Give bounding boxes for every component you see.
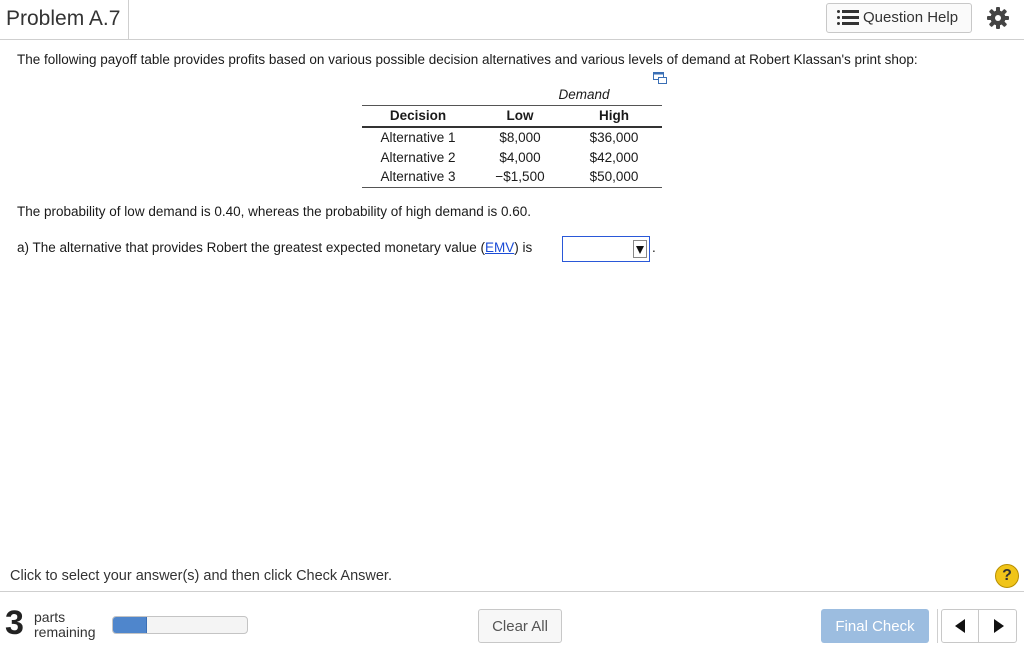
instruction-text: Click to select your answer(s) and then click Check Answer. — [10, 568, 392, 584]
popout-icon[interactable] — [653, 72, 667, 84]
emv-link[interactable]: EMV — [485, 240, 515, 255]
list-icon — [837, 10, 859, 26]
demand-header: Demand — [558, 87, 610, 102]
question-nav — [941, 609, 1017, 643]
table-row — [362, 128, 662, 148]
help-icon[interactable]: ? — [995, 564, 1019, 588]
column-header-low: Low — [506, 108, 534, 123]
table-cell-decision: Alternative 2 — [380, 150, 456, 165]
table-header-row — [362, 106, 662, 126]
table-cell-decision: Alternative 3 — [380, 169, 456, 184]
question-a-suffix: ) is — [514, 240, 533, 255]
title-bar — [0, 0, 1024, 40]
table-cell-low: $4,000 — [499, 150, 541, 165]
footer-divider — [937, 609, 938, 643]
clear-all-button[interactable]: Clear All — [478, 609, 562, 643]
table-cell-decision: Alternative 1 — [380, 130, 456, 145]
previous-question-button[interactable] — [942, 610, 979, 642]
table-divider — [362, 187, 662, 188]
problem-title: Problem A.7 — [0, 0, 129, 40]
parts-remaining-label — [34, 610, 95, 640]
arrow-left-icon — [955, 619, 965, 633]
column-header-high: High — [599, 108, 629, 123]
question-help-label: Question Help — [863, 9, 959, 26]
final-check-button[interactable]: Final Check — [821, 609, 929, 643]
table-cell-high: $36,000 — [589, 130, 639, 145]
progress-fill — [113, 617, 147, 633]
table-row — [362, 148, 662, 168]
progress-bar — [112, 616, 248, 634]
column-header-decision: Decision — [389, 108, 447, 123]
table-cell-low: $8,000 — [499, 130, 541, 145]
intro-text: The following payoff table provides profits based on various possible decision alternatives and various levels of demand at Robert Klassan's print shop: — [17, 52, 918, 67]
answer-dropdown[interactable] — [562, 236, 650, 262]
gear-icon[interactable] — [986, 6, 1010, 30]
table-cell-high: $50,000 — [589, 169, 639, 184]
next-question-button[interactable] — [980, 610, 1017, 642]
question-help-button[interactable] — [826, 3, 972, 33]
table-row — [362, 167, 662, 187]
table-cell-low: −$1,500 — [495, 169, 545, 184]
footer-bar — [0, 591, 1024, 654]
parts-remaining-count: 3 — [5, 604, 24, 642]
dropdown-arrow-icon[interactable] — [633, 240, 647, 258]
question-a-prefix: a) The alternative that provides Robert the greatest expected monetary value ( — [17, 240, 486, 255]
question-a-period: . — [652, 240, 656, 255]
arrow-right-icon — [994, 619, 1004, 633]
parts-label-line1: parts — [34, 609, 66, 625]
probability-text: The probability of low demand is 0.40, whereas the probability of high demand is 0.60. — [17, 204, 532, 219]
table-cell-high: $42,000 — [589, 150, 639, 165]
question-a-text — [17, 240, 532, 256]
parts-label-line2: remaining — [34, 624, 96, 640]
